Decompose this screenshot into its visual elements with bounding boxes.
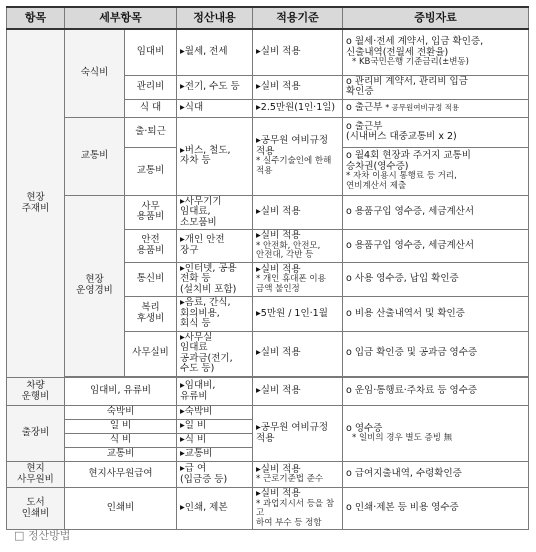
section-footer: □ 정산방법 xyxy=(14,529,71,542)
evidence-vehicle: o 운임·통행료·주차료 등 영수증 xyxy=(343,378,529,406)
evidence-welfare: o 비용 산출내역서 및 확인증 xyxy=(343,297,529,332)
sub-trip-trans: 교통비 xyxy=(65,448,177,462)
content-safety: ▸개인 안전 장구 xyxy=(177,230,253,263)
table-row xyxy=(7,195,529,230)
evidence-local: o 급여지출내역, 수령확인증 xyxy=(343,462,529,488)
header-content: 정산내용 xyxy=(177,7,253,29)
evidence-meal: o 출근부 * 공무원여비규정 적용 xyxy=(343,99,529,117)
sub-welfare: 복리 후생비 xyxy=(125,297,177,332)
evidence-mgmt: o 관리비 계약서, 관리비 입금 확인증 xyxy=(343,75,529,99)
sub-local: 현지사무원급여 xyxy=(65,462,177,488)
sub-transport2: 교통비 xyxy=(125,147,177,195)
evidence-rent: o 월세·전세 계약서, 입금 확인증, 신출내역(전월세 전환율) * KB국민은행 기준금리(±변동) xyxy=(343,29,529,75)
header-row xyxy=(7,7,529,29)
table-row xyxy=(7,406,529,420)
evidence-printing: o 인쇄·제본 등 비용 영수증 xyxy=(343,488,529,530)
group-vehicle: 차량 운행비 xyxy=(7,378,65,406)
criteria-vehicle: ▸실비 적용 xyxy=(253,378,343,406)
evidence-comm: o 사용 영수증, 납입 확인증 xyxy=(343,262,529,297)
criteria-mgmt: ▸실비 적용 xyxy=(253,75,343,99)
table-row xyxy=(7,378,529,406)
content-rent: ▸월세, 전세 xyxy=(177,29,253,75)
criteria-meal: ▸2.5만원(1인·1일) xyxy=(253,99,343,117)
criteria-safety: ▸실비 적용 * 안전화, 안전모, 안전대, 각반 등 xyxy=(253,230,343,263)
content-commute: ▸버스, 철도, 자차 등 xyxy=(177,117,253,195)
content-meal: ▸식대 xyxy=(177,99,253,117)
criteria-office-rent: ▸실비 적용 xyxy=(253,331,343,376)
evidence-trip: o 영수증 * 일비의 경우 별도 증빙 無 xyxy=(343,406,529,462)
criteria-printing: ▸실비 적용 * 과업지시서 등을 참고 하여 부수 등 정함 xyxy=(253,488,343,530)
criteria-trip: ▸공무원 여비규정 적용 xyxy=(253,406,343,462)
table-row xyxy=(7,29,529,75)
criteria-office-supply: ▸실비 적용 xyxy=(253,195,343,230)
group-site-living: 현장 주재비 xyxy=(7,29,65,378)
header-item: 항목 xyxy=(7,7,65,29)
expense-table xyxy=(6,6,529,530)
group-housing: 숙식비 xyxy=(65,29,125,117)
content-vehicle: ▸임대비, 유류비 xyxy=(177,378,253,406)
sub-office-supply: 사무 용품비 xyxy=(125,195,177,230)
sub-commute: 출·퇴근 xyxy=(125,117,177,147)
content-welfare: ▸음료, 간식, 회의비용, 회식 등 xyxy=(177,297,253,332)
content-trip-stay: ▸숙박비 xyxy=(177,406,253,420)
criteria-local: ▸실비 적용 * 근로기준법 준수 xyxy=(253,462,343,488)
header-evidence: 증빙자료 xyxy=(343,7,529,29)
group-transport: 교통비 xyxy=(65,117,125,195)
content-office-rent: ▸사무실 임대료 공과금(전기, 수도 등) xyxy=(177,331,253,376)
table-row xyxy=(7,117,529,147)
criteria-rent: ▸실비 적용 xyxy=(253,29,343,75)
evidence-transport2: o 월4회 현장과 주거지 교통비 승차권(영수증) * 자차 이용시 통행료 등 거리, 연비계산서 제출 xyxy=(343,147,529,195)
evidence-safety: o 용품구입 영수증, 세금계산서 xyxy=(343,230,529,263)
criteria-welfare: ▸5만원 / 1인·1월 xyxy=(253,297,343,332)
content-trip-trans: ▸교통비 xyxy=(177,448,253,462)
sub-trip-meal: 식 비 xyxy=(65,434,177,448)
sub-trip-stay: 숙박비 xyxy=(65,406,177,420)
sub-office-rent: 사무실비 xyxy=(125,331,177,376)
group-print: 도서 인쇄비 xyxy=(7,488,65,530)
sub-trip-daily: 일 비 xyxy=(65,420,177,434)
sub-printing: 인쇄비 xyxy=(65,488,177,530)
criteria-comm: ▸실비 적용 * 개인 휴대폰 이용 금액 불인정 xyxy=(253,262,343,297)
evidence-office-rent: o 입금 확인증 및 공과금 영수증 xyxy=(343,331,529,376)
sub-meal: 식 대 xyxy=(125,99,177,117)
table-row xyxy=(7,488,529,530)
evidence-office-supply: o 용품구입 영수증, 세금계산서 xyxy=(343,195,529,230)
content-trip-meal: ▸식 비 xyxy=(177,434,253,448)
content-trip-daily: ▸일 비 xyxy=(177,420,253,434)
criteria-commute: ▸공무원 여비규정 적용 * 실주기술인에 한해 적용 xyxy=(253,117,343,195)
sub-safety: 안전 용품비 xyxy=(125,230,177,263)
sub-rent: 임대비 xyxy=(125,29,177,75)
content-mgmt: ▸전기, 수도 등 xyxy=(177,75,253,99)
content-local: ▸급 여 (입금증 등) xyxy=(177,462,253,488)
header-criteria: 적용기준 xyxy=(253,7,343,29)
sub-vehicle: 임대비, 유류비 xyxy=(65,378,177,406)
sub-comm: 통신비 xyxy=(125,262,177,297)
group-trip: 출장비 xyxy=(7,406,65,462)
table-row xyxy=(7,462,529,488)
content-office-supply: ▸사무기기 임대료, 소모품비 xyxy=(177,195,253,230)
content-comm: ▸인터넷, 공용 전화 등 (설치비 포함) xyxy=(177,262,253,297)
group-site-ops: 현장 운영경비 xyxy=(65,195,125,377)
header-detail: 세부항목 xyxy=(65,7,177,29)
evidence-commute: o 출근부 (시내버스 대중교통비 x 2) xyxy=(343,117,529,147)
group-local-pay: 현지 사무원비 xyxy=(7,462,65,488)
content-printing: ▸인쇄, 제본 xyxy=(177,488,253,530)
sub-mgmt: 관리비 xyxy=(125,75,177,99)
